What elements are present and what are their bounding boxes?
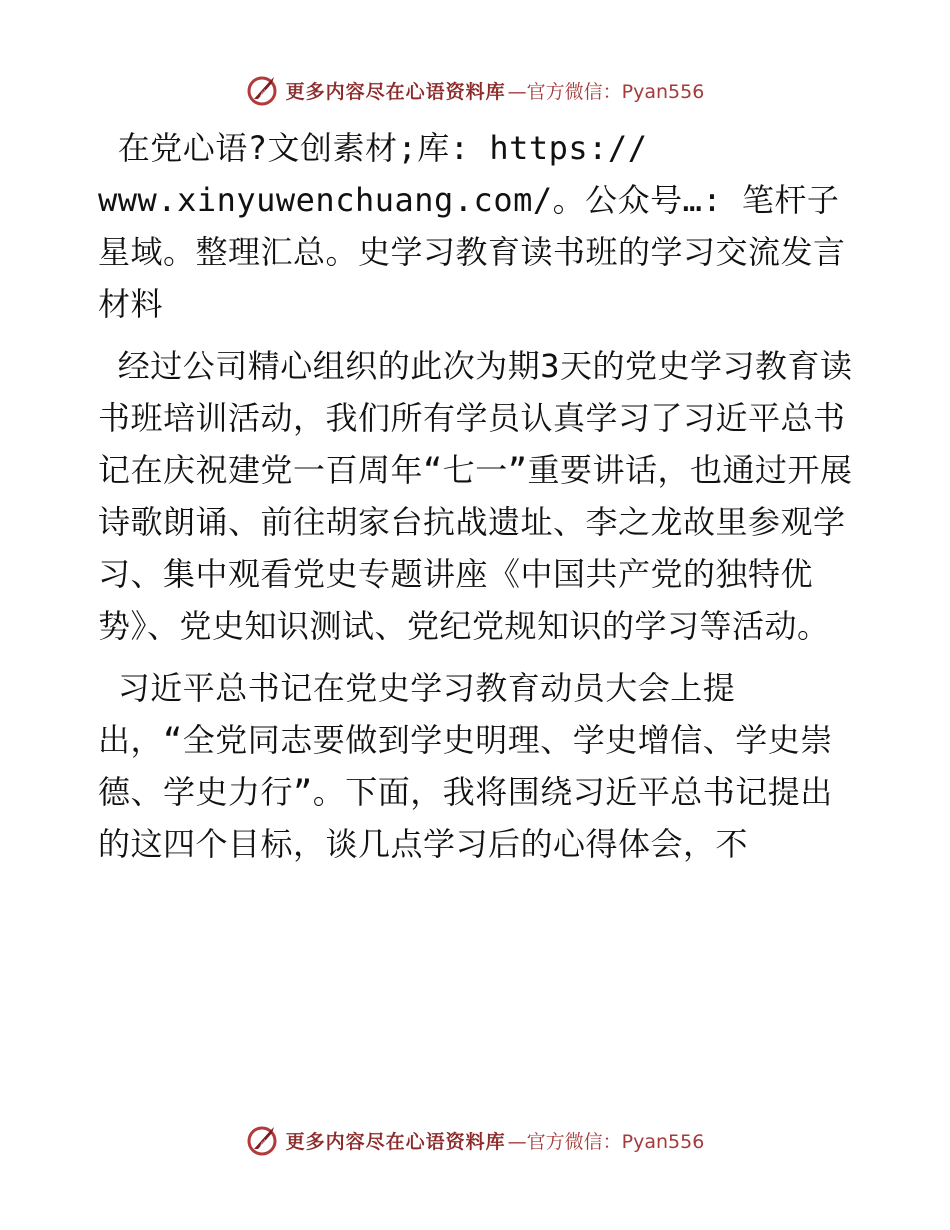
svg-text:心: 心	[259, 1140, 269, 1150]
paragraph-training: 经过公司精心组织的此次为期3天的党史学习教育读书班培训活动，我们所有学员认真学习了习近平总书记在庆祝建党一百周年“七一”重要讲话，也通过开展诗歌朗诵、前往胡家台抗战遗址、李之龙故里参观学习、集中观看党史专题讲座《中国共产党的独特优势》、党史知识测试、党纪党规知识的学习等活动。	[98, 347, 853, 645]
banner-site-text: 更多内容尽在心语资料库	[285, 1130, 506, 1153]
document-body	[98, 122, 858, 880]
paragraph-goals: 习近平总书记在党史学习教育动员大会上提 出，“全党同志要做到学史明理、学史增信、学史崇德、学史力行”。下面，我将围绕习近平总书记提出的这四个目标，谈几点学习后的心得体会，不	[98, 669, 833, 863]
paragraph-intro: 在党心语?文创素材;库: https:// www.xinyuwenchuang.com/。公众号…: 笔杆子星域。整理汇总。史学习教育读书班的学习交流发言材料	[98, 129, 846, 323]
header-banner	[0, 70, 950, 110]
quill-logo-icon	[246, 73, 280, 107]
footer-banner	[0, 1120, 950, 1160]
banner-wechat-text: —官方微信：Pyan556	[507, 80, 705, 103]
quill-logo-icon	[246, 1123, 280, 1157]
banner-wechat-text: —官方微信：Pyan556	[507, 1130, 705, 1153]
svg-text:心: 心	[259, 90, 269, 100]
banner-site-text: 更多内容尽在心语资料库	[285, 80, 506, 103]
